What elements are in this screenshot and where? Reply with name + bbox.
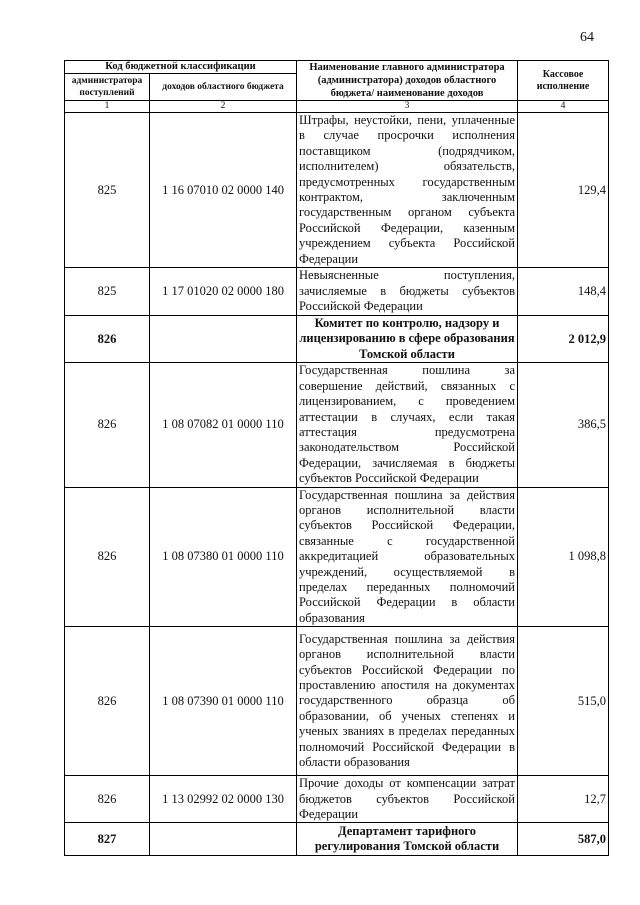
income-code: 1 08 07082 01 0000 110 xyxy=(150,363,297,487)
column-number: 3 xyxy=(297,101,518,113)
income-code: 1 08 07380 01 0000 110 xyxy=(150,487,297,627)
income-name: Государственная пошлина за действия органов исполнительной власти субъектов Российской Федерации, связанные с государственной аккредитацией образовательных учреждений, осуществляемой в пределах переданных полномочий Российской Федерации в области образования xyxy=(297,487,518,627)
sum-column-header: Кассовое исполнение xyxy=(518,61,609,101)
admin-code: 826 xyxy=(65,316,150,363)
income-code: 1 08 07390 01 0000 110 xyxy=(150,627,297,776)
admin-code: 826 xyxy=(65,776,150,823)
cash-execution: 12,7 xyxy=(518,776,609,823)
table-row-organization xyxy=(65,316,609,363)
cash-execution: 587,0 xyxy=(518,823,609,856)
income-name: Государственная пошлина за совершение действий, связанных с лицензированием, с проведением аттестации в случаях, если такая аттестация предусмотрена законодательством Российской Федерации, зачисляемая в бюджеты субъектов Российской Федерации xyxy=(297,363,518,487)
table-row xyxy=(65,776,609,823)
table-row-organization xyxy=(65,823,609,856)
income-name: Штрафы, неустойки, пени, уплаченные в случае просрочки исполнения поставщиком (подрядчиком, исполнителем) обязательств, предусмотренных государственным контрактом, заключенным государственным органом субъекта Российской Федерации, казенным учреждением субъекта Российской Федерации xyxy=(297,113,518,268)
table-row xyxy=(65,487,609,627)
cash-execution: 515,0 xyxy=(518,627,609,776)
income-code xyxy=(150,316,297,363)
income-column-header: доходов областного бюджета xyxy=(150,74,297,101)
income-name: Невыясненные поступления, зачисляемые в бюджеты субъектов Российской Федерации xyxy=(297,268,518,316)
admin-code: 825 xyxy=(65,113,150,268)
income-code: 1 13 02992 02 0000 130 xyxy=(150,776,297,823)
cash-execution: 1 098,8 xyxy=(518,487,609,627)
table-row xyxy=(65,627,609,776)
name-column-header: Наименование главного администратора (администратора) доходов областного бюджета/ наименование доходов xyxy=(297,61,518,101)
admin-code: 826 xyxy=(65,487,150,627)
organization-name: Комитет по контролю, надзору и лицензированию в сфере образования Томской области xyxy=(297,316,518,363)
income-name: Государственная пошлина за действия органов исполнительной власти субъектов Российской Федерации по проставлению апостиля на документах государственного образца об образовании, об ученых степенях и ученых званиях в пределах переданных полномочий Российской Федерации в области образования xyxy=(297,627,518,776)
cash-execution: 148,4 xyxy=(518,268,609,316)
admin-column-header: администратора поступлений xyxy=(65,74,150,101)
admin-code: 826 xyxy=(65,627,150,776)
table-row xyxy=(65,268,609,316)
column-number: 1 xyxy=(65,101,150,113)
table-row xyxy=(65,113,609,268)
cash-execution: 129,4 xyxy=(518,113,609,268)
page-number: 64 xyxy=(580,30,594,45)
table-row xyxy=(65,363,609,487)
income-code: 1 16 07010 02 0000 140 xyxy=(150,113,297,268)
admin-code: 827 xyxy=(65,823,150,856)
admin-code: 826 xyxy=(65,363,150,487)
cash-execution: 2 012,9 xyxy=(518,316,609,363)
income-name: Прочие доходы от компенсации затрат бюджетов субъектов Российской Федерации xyxy=(297,776,518,823)
column-number: 4 xyxy=(518,101,609,113)
organization-name: Департамент тарифного регулирования Томской области xyxy=(297,823,518,856)
admin-code: 825 xyxy=(65,268,150,316)
income-code: 1 17 01020 02 0000 180 xyxy=(150,268,297,316)
budget-table xyxy=(64,60,609,856)
income-code xyxy=(150,823,297,856)
column-number: 2 xyxy=(150,101,297,113)
code-group-header: Код бюджетной классификации xyxy=(65,61,297,74)
cash-execution: 386,5 xyxy=(518,363,609,487)
